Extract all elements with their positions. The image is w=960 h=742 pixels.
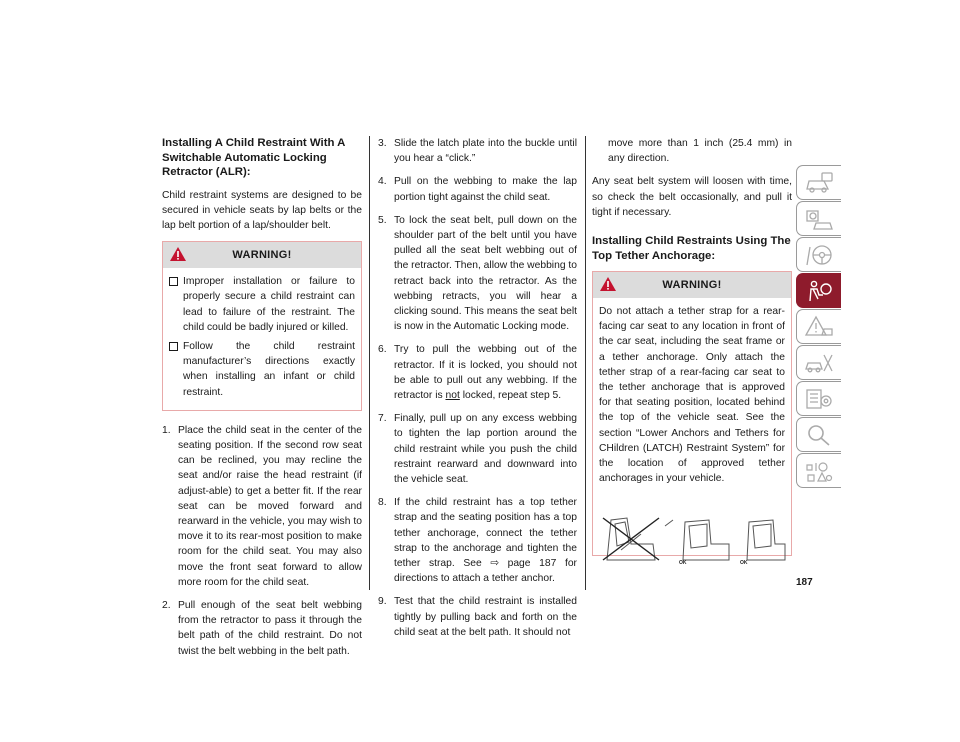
step-item — [378, 213, 577, 335]
steps-list — [162, 423, 362, 659]
warning-triangle-icon — [599, 276, 617, 292]
figure-labels — [599, 556, 785, 568]
step-number: 5. — [378, 214, 387, 226]
tab-steering[interactable] — [796, 237, 841, 272]
step-number: 6. — [378, 344, 387, 356]
figure-label-ok: OK — [679, 559, 687, 566]
warning-header — [163, 242, 361, 268]
step-number: 1. — [162, 424, 171, 436]
step-text — [394, 495, 577, 586]
tab-instrument-cluster[interactable] — [796, 201, 841, 236]
tab-safety[interactable] — [796, 273, 841, 308]
step-number: 3. — [378, 138, 387, 149]
specifications-icon — [804, 387, 834, 411]
step-text: To lock the seat belt, pull down on the shoulder part of the belt until you have pulled all the seat belt webbing out of the retractor. Then, allow the webbing to retract back into the retractor. As the webbing retracts, you will hear a clicking sound. This means the seat belt is now in the Automatic Locking mode. — [394, 214, 577, 333]
steps-list — [378, 136, 577, 640]
step-text: Pull enough of the seat belt webbing from the retractor to pass it through the belt path of the child restraint. Do not twist the belt webbing in the belt path. — [178, 599, 362, 657]
step-item — [162, 598, 362, 659]
step-number: 8. — [378, 497, 387, 509]
step-text: Place the child seat in the center of the seating position. If the second row seat can be reclined, you may recline the seat and/or raise the head restraint (if adjust-able) to get a better fit. If the rear seat can be moved forward and rearward in the vehicle, you may wish to move it to its rear-most position to make room for the child seat. You may also move the front seat forward to allow more room for the child seat. — [178, 424, 362, 588]
checkbox-bullet-icon — [169, 342, 178, 351]
step-text-part: page 187 for directions to attach a tether anchor. — [394, 558, 577, 585]
vehicle-info-icon — [804, 171, 834, 195]
service-tools-icon — [804, 351, 834, 375]
page-number: 187 — [796, 577, 813, 588]
warning-bullet — [169, 274, 355, 335]
step-text: Slide the latch plate into the buckle until you hear a “click.” — [394, 138, 577, 165]
chapter-tabs — [796, 165, 842, 489]
step-item — [378, 594, 577, 640]
emphasis-not: not — [445, 390, 460, 402]
column-right — [592, 136, 792, 568]
column-middle — [378, 136, 577, 648]
multimedia-icon — [804, 459, 834, 483]
step-number: 2. — [162, 599, 171, 611]
tab-specifications[interactable] — [796, 381, 841, 416]
tab-index[interactable] — [796, 417, 841, 452]
step-text: Test that the child restraint is installed tightly by pulling back and forth on the child seat at the belt path. It should not — [394, 596, 577, 638]
warning-header — [593, 272, 791, 298]
page-ref-arrow-icon: ⇨ — [490, 558, 499, 570]
tab-emergency[interactable] — [796, 309, 841, 344]
section-heading: Installing A Child Restraint With A Switchable Automatic Locking Retractor (ALR): — [162, 137, 345, 178]
step-text-part: If the child restraint has a top tether strap and the seating position has a top tether anchorage, connect the tether strap to the anchorage and tighten the tether strap. See — [394, 497, 577, 570]
step-text: Pull on the webbing to make the lap portion tight against the child seat. — [394, 176, 577, 203]
warning-bullet-text: Improper installation or failure to properly secure a child restraint can lead to failure of the restraint. The child could be badly injured or killed. — [183, 276, 355, 333]
step-item — [378, 174, 577, 204]
intro-paragraph: Child restraint systems are designed to be secured in vehicle seats by lap belts or the lap belt portion of a lap/shoulder belt. — [162, 189, 362, 231]
step-number: 7. — [378, 413, 387, 425]
tab-multimedia[interactable] — [796, 453, 841, 488]
warning-bullet — [169, 339, 355, 400]
step-item — [378, 411, 577, 487]
step-item — [162, 423, 362, 590]
instrument-cluster-icon — [804, 207, 834, 231]
paragraph: Any seat belt system will loosen with time, so check the belt occasionally, and pull it tight if necessary. — [592, 176, 792, 218]
warning-triangle-car-icon — [804, 315, 834, 339]
step-text: Finally, pull up on any excess webbing to tighten the lap portion around the child restraint while you push the child restraint rearward and downward into the vehicle seat. — [394, 413, 577, 486]
search-index-icon — [804, 423, 834, 447]
warning-body — [163, 268, 361, 410]
tab-service[interactable] — [796, 345, 841, 380]
figure-label-ok: OK — [740, 559, 748, 566]
warning-box — [162, 241, 362, 411]
step-number: 9. — [378, 596, 387, 608]
warning-box — [592, 271, 792, 566]
column-divider — [369, 136, 370, 590]
checkbox-bullet-icon — [169, 277, 178, 286]
warning-text: Do not attach a tether strap for a rear-facing car seat to any location in front of the car seat, including the seat frame or a tether anchorage. Only attach the tether strap of a rear-facing car seat to the tether anchorage that is approved for that seating position, located behind the top of the vehicle seat. See the section “Lower Anchors and Tethers for CHildren (LATCH) Restraint System” for the location of approved tether anchorages in your vehicle. — [599, 306, 785, 485]
step-item — [378, 495, 577, 586]
step-number: 4. — [378, 176, 387, 188]
column-left — [162, 136, 362, 667]
warning-triangle-icon — [169, 246, 187, 262]
warning-title: WARNING! — [662, 279, 722, 292]
warning-body — [593, 298, 791, 574]
step-text-part: Try to pull the webbing out of the retractor. If it is locked, you should not be able to pull out any webbing. If the retractor is — [394, 344, 577, 402]
step-text-part: locked, repeat step 5. — [459, 390, 562, 402]
warning-title: WARNING! — [232, 249, 292, 262]
step-continuation: move more than 1 inch (25.4 mm) in any direction. — [608, 138, 792, 165]
step-item — [378, 136, 577, 166]
tab-vehicle-info[interactable] — [796, 165, 841, 200]
warning-bullet-text: Follow the child restraint manufacturer’s directions exactly when installing an infant or child restraint. — [183, 340, 355, 398]
section-heading: Installing Child Restraints Using The Top Tether Anchorage: — [592, 235, 791, 262]
column-divider — [585, 136, 586, 590]
steering-wheel-icon — [804, 243, 834, 267]
safety-airbag-icon — [804, 279, 834, 303]
step-item — [378, 342, 577, 403]
step-text — [394, 342, 577, 403]
